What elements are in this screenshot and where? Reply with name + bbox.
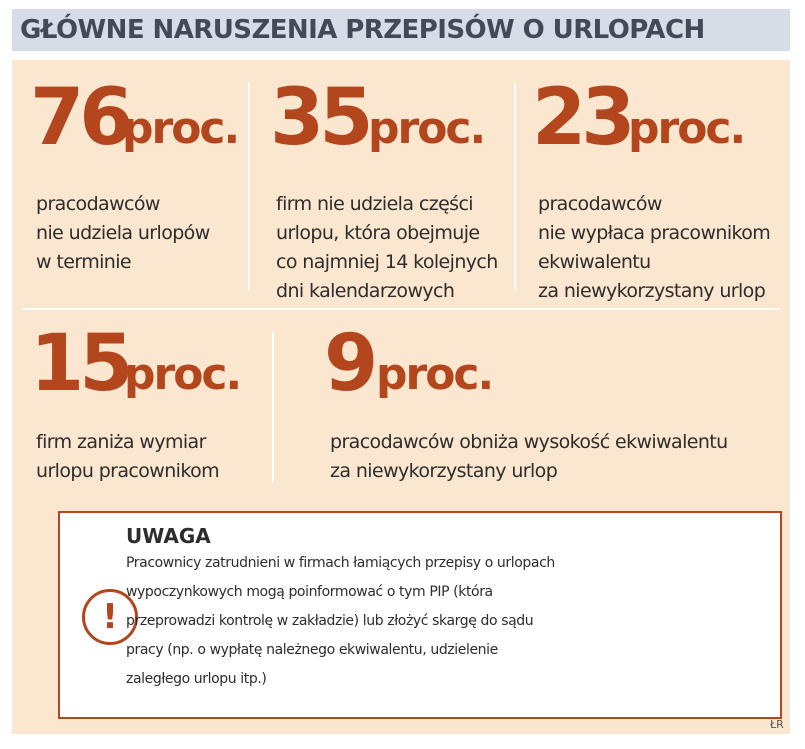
stat-unit: proc. — [124, 349, 241, 400]
warning-title: UWAGA — [126, 524, 211, 548]
stat-description: pracodawców nie wypłaca pracownikom ekwiwalentu za niewykorzystany urlop — [538, 193, 771, 302]
warning-box — [58, 511, 782, 719]
stat-23 — [532, 73, 787, 302]
stat-unit: proc. — [628, 103, 745, 154]
stat-unit: proc. — [368, 103, 485, 154]
stat-value: 35 — [270, 73, 369, 163]
stat-9 — [324, 319, 784, 494]
warning-text: Pracownicy zatrudnieni w firmach łamiących przepisy o urlopach wypoczynkowych mogą poinformować o tym PIP (która przeprowadzi kontrolę w zakładzie) lub złożyć skargę do sądu pracy (np. o wypłatę należnego ekwiwalentu, udzielenie zaległego urlopu itp.) — [126, 555, 555, 687]
header — [0, 0, 805, 56]
divider — [514, 82, 516, 290]
stat-value: 23 — [532, 73, 631, 163]
stat-value: 76 — [30, 73, 129, 163]
credit: ŁR — [770, 718, 784, 731]
stat-value: 15 — [30, 319, 129, 409]
stat-76 — [30, 73, 250, 278]
stat-35 — [270, 73, 510, 302]
stat-15 — [30, 319, 270, 494]
stat-description: firm zaniża wymiar urlopu pracownikom — [36, 431, 220, 482]
stat-description: firm nie udziela części urlopu, która obejmuje co najmniej 14 kolejnych dni kalendarzowych — [276, 193, 498, 302]
stat-description: pracodawców obniża wysokość ekwiwalentu za niewykorzystany urlop — [330, 431, 728, 482]
stat-description: pracodawców nie udziela urlopów w terminie — [36, 193, 210, 273]
stat-unit: proc. — [122, 103, 239, 154]
divider — [248, 82, 250, 290]
page-title: GŁÓWNE NARUSZENIA PRZEPISÓW O URLOPACH — [12, 9, 790, 51]
stats-panel — [12, 60, 790, 734]
stat-unit: proc. — [376, 349, 493, 400]
row-divider — [22, 308, 780, 310]
stat-value: 9 — [324, 319, 374, 409]
divider — [272, 332, 274, 482]
exclamation-icon: ! — [82, 589, 138, 645]
